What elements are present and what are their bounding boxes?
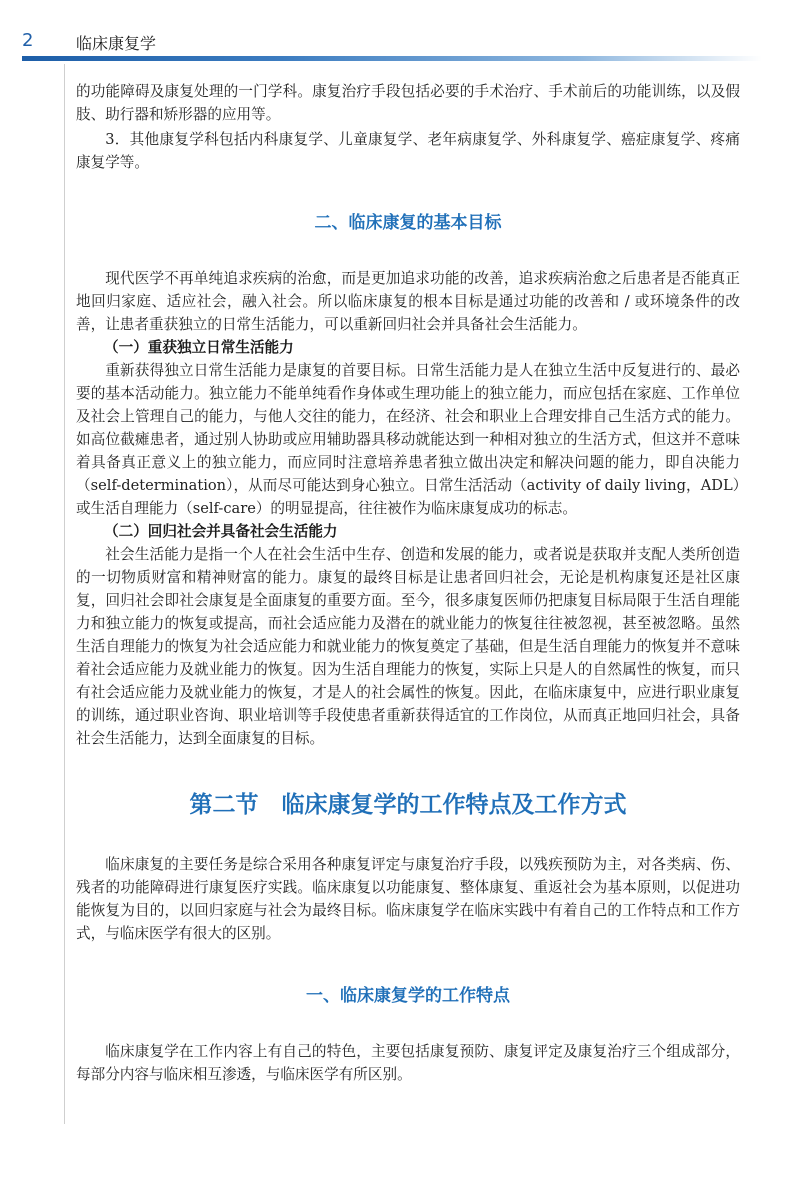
margin-rule [64,64,65,1124]
section-heading-basic-goals: 二、临床康复的基本目标 [314,213,502,233]
page-number: 2 [22,30,34,51]
subheading-social-return: （二）回归社会并具备社会生活能力 [104,523,338,540]
paragraph-independent-living: 重新获得独立日常生活能力是康复的首要目标。日常生活能力是人在独立生活中反复进行的、最必要的基本活动能力。独立能力不能单纯看作身体或生理功能上的独立能力，而应包括在家庭、工作单位及社会上管理自己的能力，与他人交往的能力，在经济、社会和职业上合理安排自己生活方式的能力。如高位截瘫患者，通过别人协助或应用辅助器具移动就能达到一种相对独立的生活方式，但这并不意味着具备真正意义上的独立能力，而应同时注意培养患者独立做出决定和解决问题的能力，即自决能力（self-determination），从而尽可能达到身心独立。日常生活活动（activity of daily living，ADL）或生活自理能力（self-care）的明显提高，往往被作为临床康复成功的标志。 [76,362,740,517]
section-title-work-features: 第二节 临床康复学的工作特点及工作方式 [189,792,627,818]
section-heading-work-features: 一、临床康复学的工作特点 [306,986,510,1006]
paragraph-basic-goals-intro: 现代医学不再单纯追求疾病的治愈，而是更加追求功能的改善，追求疾病治愈之后患者是否能真正地回归家庭、适应社会，融入社会。所以临床康复的根本目标是通过功能的改善和 / 或环境条件的改善，让患者重获独立的日常生活能力，可以重新回归社会并具备社会生活能力。 [76,270,740,333]
running-title: 临床康复学 [76,34,157,53]
paragraph-intro-continued: 的功能障碍及康复处理的一门学科。康复治疗手段包括必要的手术治疗、手术前后的功能训练，以及假肢、助行器和矫形器的应用等。 [76,83,740,123]
paragraph-work-features-intro: 临床康复的主要任务是综合采用各种康复评定与康复治疗手段，以残疾预防为主，对各类病、伤、残者的功能障碍进行康复医疗实践。临床康复以功能康复、整体康复、重返社会为基本原则，以促进功能恢复为目的，以回归家庭与社会为最终目标。临床康复学在临床实践中有着自己的工作特点和工作方式，与临床医学有很大的区别。 [76,856,740,942]
paragraph-social-return: 社会生活能力是指一个人在社会生活中生存、创造和发展的能力，或者说是获取并支配人类所创造的一切物质财富和精神财富的能力。康复的最终目标是让患者回归社会，无论是机构康复还是社区康复，回归社会即社会康复是全面康复的重要方面。至今，很多康复医师仍把康复目标局限于生活自理能力和独立能力的恢复或提高，而社会适应能力及潜在的就业能力的恢复往往被忽视，甚至被忽略。虽然生活自理能力的恢复为社会适应能力和就业能力的恢复奠定了基础，但是生活自理能力的恢复并不意味着社会适应能力及就业能力的恢复。因为生活自理能力的恢复，实际上只是人的自然属性的恢复，而只有社会适应能力及就业能力的恢复，才是人的社会属性的恢复。因此，在临床康复中，应进行职业康复的训练，通过职业咨询、职业培训等手段使患者重新获得适宜的工作岗位，从而真正地回归社会，具备社会生活能力，达到全面康复的目标。 [76,546,740,747]
header-rule [22,56,762,61]
page-header [0,0,800,62]
page-body [76,80,740,1086]
subheading-independent-living: （一）重获独立日常生活能力 [104,339,294,356]
paragraph-item-3: 3．其他康复学科包括内科康复学、儿童康复学、老年病康复学、外科康复学、癌症康复学、疼痛康复学等。 [76,131,740,171]
paragraph-work-features: 临床康复学在工作内容上有自己的特色，主要包括康复预防、康复评定及康复治疗三个组成部分，每部分内容与临床相互渗透，与临床医学有所区别。 [76,1043,740,1083]
